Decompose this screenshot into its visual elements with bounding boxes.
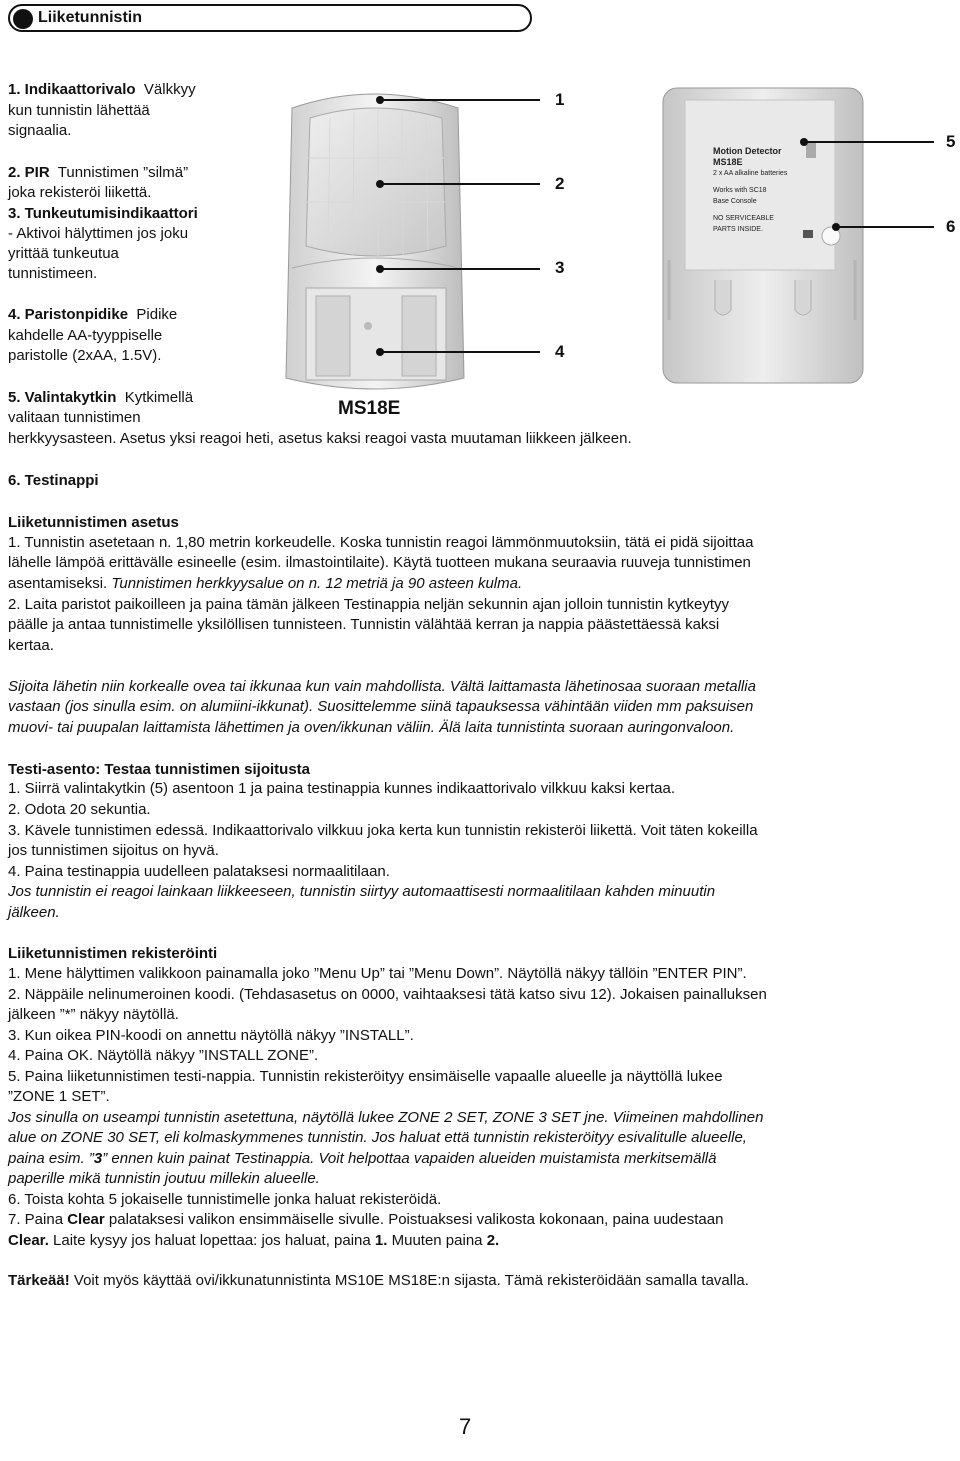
register-text: 7. Paina Clear palataksesi valikon ensimmäiselle sivulle. Poistuaksesi valikosta kokonaan, paina uudestaan <box>8 1211 724 1228</box>
callout-5: 5 <box>946 132 956 151</box>
legend-item-2: 2. PIR Tunnistimen ”silmä” <box>8 164 189 181</box>
setup-text: päälle ja antaa tunnistimelle yksilöllisen tunnisteen. Tunnistin välähtää kerran ja nappia päästettäessä kaksi <box>8 616 720 633</box>
setup-text: 2. Laita paristot paikoilleen ja paina tämän jälkeen Testinappia neljän sekunnin ajan jolloin tunnistin kytkeytyy <box>8 596 730 613</box>
placement-text: muovi- tai puupalan laittamista lähettimen ja oven/ikkunan väliin. Älä laita tunnistinta suoraan auringonvaloon. <box>8 719 735 736</box>
legend-item-6: 6. Testinappi <box>8 472 99 489</box>
important-note: Tärkeää! Voit myös käyttää ovi/ikkunatunnistinta MS10E MS18E:n sijasta. Tämä rekisteröidään samalla tavalla. <box>8 1272 749 1289</box>
callout-line <box>380 99 540 101</box>
back-label: Motion Detector MS18E 2 x AA alkaline batteries Works with SC18 Base Console NO SERVICEABLE PARTS INSIDE. <box>713 146 788 233</box>
register-text: 2. Näppäile nelinumeroinen koodi. (Tehdasasetus on 0000, vaihtaaksesi tätä katso sivu 12). Jokaisen painalluksen <box>8 986 767 1003</box>
legend-text: valitaan tunnistimen <box>8 409 141 426</box>
test-text: Jos tunnistin ei reagoi lainkaan liikkeeseen, tunnistin siirtyy automaattisesti normaalitilaan kahden minuutin <box>8 883 716 900</box>
register-text: 5. Paina liiketunnistimen testi-nappia. Tunnistin rekisteröityy ensimäiselle vapaalle alueelle ja näyttöllä lukee <box>8 1068 723 1085</box>
setup-text: asentamiseksi. Tunnistimen herkkyysalue on n. 12 metriä ja 90 asteen kulma. <box>8 575 523 592</box>
setup-text: kertaa. <box>8 637 54 654</box>
legend-text: signaalia. <box>8 122 72 139</box>
test-text: 4. Paina testinappia uudelleen palataksesi normaalitilaan. <box>8 863 390 880</box>
register-text: Clear. Laite kysyy jos haluat lopettaa: jos haluat, paina 1. Muuten paina 2. <box>8 1232 500 1249</box>
callout-line <box>804 141 934 143</box>
test-text: 1. Siirrä valintakytkin (5) asentoon 1 ja paina testinappia kunnes indikaattorivalo vilkkuu kaksi kertaa. <box>8 780 676 797</box>
test-heading: Testi-asento: Testaa tunnistimen sijoitusta <box>8 761 310 778</box>
callout-line <box>380 268 540 270</box>
register-text: ”ZONE 1 SET”. <box>8 1088 110 1105</box>
callout-6: 6 <box>946 217 956 236</box>
legend-text: herkkyysasteen. Asetus yksi reagoi heti, asetus kaksi reagoi vasta muutaman liikkeen jälkeen. <box>8 430 632 447</box>
legend-text: joka rekisteröi liikettä. <box>8 184 152 201</box>
register-text: 6. Toista kohta 5 jokaiselle tunnistimelle jonka haluat rekisteröidä. <box>8 1191 442 1208</box>
register-text: paperille mikä tunnistin joutuu millekin alueelle. <box>8 1170 320 1187</box>
callout-4: 4 <box>555 342 565 361</box>
legend-text: - Aktivoi hälyttimen jos joku <box>8 225 189 242</box>
detector-front-image <box>270 78 480 403</box>
callout-1: 1 <box>555 90 565 109</box>
register-text: alue on ZONE 30 SET, eli kolmaskymmenes tunnistin. Jos haluat että tunnistin rekisteröityy esivalitulle alueelle, <box>8 1129 747 1146</box>
legend-text: kahdelle AA-tyyppiselle <box>8 327 163 344</box>
legend-text: yrittää tunkeutua <box>8 245 119 262</box>
legend-text: tunnistimeen. <box>8 265 98 282</box>
callout-line <box>836 226 934 228</box>
test-text: jälkeen. <box>8 904 60 921</box>
setup-heading: Liiketunnistimen asetus <box>8 514 179 531</box>
test-text: jos tunnistimen sijoitus on hyvä. <box>8 842 219 859</box>
callout-line <box>380 183 540 185</box>
section-title: Liiketunnistin <box>38 9 142 26</box>
page-number: 7 <box>459 1414 472 1439</box>
callout-2: 2 <box>555 174 565 193</box>
callout-line <box>380 351 540 353</box>
register-text: paina esim. ”3” ennen kuin painat Testinappia. Voit helpottaa vapaiden alueiden muistamista merkitsemällä <box>8 1150 717 1167</box>
placement-text: Sijoita lähetin niin korkealle ovea tai ikkunaa kun vain mahdollista. Vältä laittamasta lähetinosaa suoraan metallia <box>8 678 756 695</box>
bullet-icon <box>13 9 33 29</box>
figure-caption: MS18E <box>338 398 401 419</box>
test-text: 2. Odota 20 sekuntia. <box>8 801 151 818</box>
legend-text: kun tunnistin lähettää <box>8 102 150 119</box>
legend-item-5: 5. Valintakytkin Kytkimellä <box>8 389 194 406</box>
legend-item-4: 4. Paristonpidike Pidike <box>8 306 178 323</box>
setup-text: 1. Tunnistin asetetaan n. 1,80 metrin korkeudelle. Koska tunnistin reagoi lämmönmuutoksiin, tätä ei pidä sijoittaa <box>8 534 754 551</box>
callout-3: 3 <box>555 258 565 277</box>
register-text: 3. Kun oikea PIN-koodi on annettu näytöllä näkyy ”INSTALL”. <box>8 1027 414 1044</box>
legend-item-3: 3. Tunkeutumisindikaattori <box>8 205 198 222</box>
legend-text: paristolle (2xAA, 1.5V). <box>8 347 162 364</box>
register-text: jälkeen ”*” näkyy näytöllä. <box>8 1006 179 1023</box>
register-heading: Liiketunnistimen rekisteröinti <box>8 945 218 962</box>
register-text: Jos sinulla on useampi tunnistin asetettuna, näytöllä lukee ZONE 2 SET, ZONE 3 SET jne. Viimeinen mahdollinen <box>8 1109 764 1126</box>
test-text: 3. Kävele tunnistimen edessä. Indikaattorivalo vilkkuu joka kerta kun tunnistin rekisteröi liikettä. Voit täten kokeilla <box>8 822 758 839</box>
setup-text: lähelle lämpöä erittävälle esineelle (esim. ilmastointilaite). Käytä tuotteen mukana seuraavia ruuveja tunnistimen <box>8 554 751 571</box>
detector-back-image <box>655 80 870 390</box>
section-header <box>8 4 532 32</box>
placement-text: vastaan (jos sinulla esim. on alumiini-ikkunat). Suosittelemme siinä tapauksessa vähintään viiden mm paksuisen <box>8 698 754 715</box>
register-text: 1. Mene hälyttimen valikkoon painamalla joko ”Menu Up” tai ”Menu Down”. Näytöllä näkyy tällöin ”ENTER PIN”. <box>8 965 747 982</box>
register-text: 4. Paina OK. Näytöllä näkyy ”INSTALL ZONE”. <box>8 1047 319 1064</box>
legend-item-1: 1. Indikaattorivalo Välkkyy <box>8 81 196 98</box>
